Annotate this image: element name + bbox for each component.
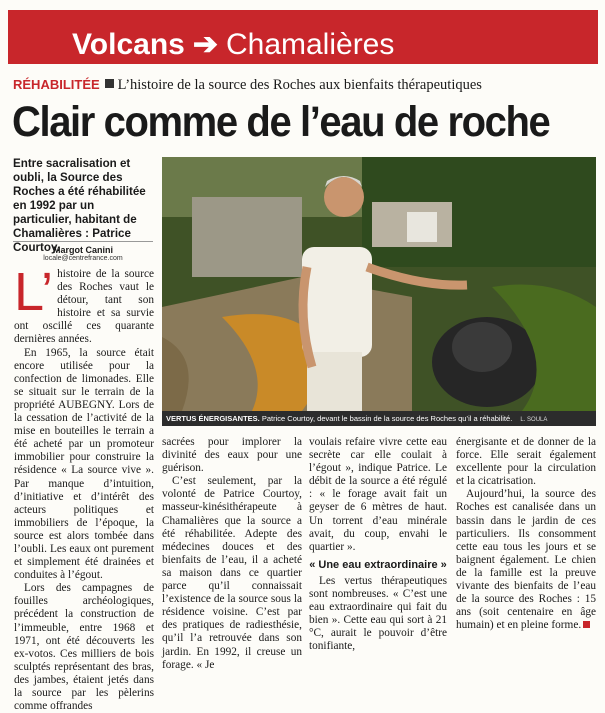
headline: Clair comme de l’eau de roche xyxy=(12,98,550,146)
paragraph-text: histoire de la source des Roches vaut le détour, tant son histoire et sa survie ont oscillé ces quarante dernières années. xyxy=(14,268,154,346)
byline xyxy=(13,241,153,262)
end-mark-icon xyxy=(583,621,590,628)
paragraph: voulais refaire vivre cette eau secrète car elle coulait à l’égout », indique Patrice. Le débit de la source a été régulé : « le forage avait fait un geyser de 6 mètres de haut. Un torrent d’eau minérale avait, du coup, envahi le quartier ». xyxy=(309,436,447,553)
photo-credit: L. SOULA xyxy=(520,417,548,423)
article-column-3 xyxy=(309,436,447,654)
paragraph: C’est seulement, par la volonté de Patrice Courtoy, masseur-kinésithérapeute à Chamalières que la source a été réhabilitée. Adepte des médecines douces et des bienfaits de l’eau, il a acheté sa maison dans ce quartier parce qu’il connaissait l’existence de la source sous la résidence voisine. C’est par des pratiques de radiesthésie, qu’il l’a retrouvée dans son jardin. En 1992, il creuse un forage. « Je xyxy=(162,475,302,671)
caption-text: Patrice Courtoy, devant le bassin de la source des Roches qu’il a réhabilité. xyxy=(261,414,513,423)
paragraph: énergisante et de donner de la force. Elle serait également excellente pour la circulation et la cicatrisation. xyxy=(456,436,596,488)
section-banner xyxy=(8,10,598,64)
paragraph: Lors des campagnes de fouilles archéologiques, précédent la construction de l’immeuble, entre 1968 et 1971, ont été découverts les ex-votos. Ces milliers de bois sculptés représentant des bras, des jambes, étaient jetés dans la source par les pèlerins comme offrandes xyxy=(14,582,154,713)
garden-photo xyxy=(162,157,596,411)
subheading: « Une eau extraordinaire » xyxy=(309,558,447,571)
kicker xyxy=(13,77,482,94)
photo-caption xyxy=(162,411,596,426)
section-name: Volcans xyxy=(72,28,185,61)
arrow-right-icon: ➔ xyxy=(192,28,218,61)
paragraph-text: Aujourd’hui, la source des Roches est canalisée dans un bassin dans le jardin de ces particuliers. Ils consomment cette eau tous les jours et se baignent également. Le chien de la famille est la preuve vivante des bienfaits de l’eau de la source des Roches : 15 ans (soit centenaire en âge humain) et en pleine forme. xyxy=(456,488,596,632)
paragraph: En 1965, la source était encore utilisée pour la confection de limonades. Elle se situait sur le terrain de la propriété AUBEGNY. Lors de la cessation de l’activité de la mise en bouteilles le terrain a été acheté par un promoteur immobilier pour construire la résidence « La source vive ». Par manque d’intuition, d’initiative et d’intérêt des acteurs politiques et immobiliers de l’époque, la source est alors tombée dans l’oubli. Les eaux ont purement et simplement été drainées et conduites à l’égout. xyxy=(14,346,154,582)
caption-title: VERTUS ÉNERGISANTES. xyxy=(166,414,260,423)
author-email: locale@centrefrance.com xyxy=(43,255,123,262)
paragraph: sacrées pour implorer la divinité des eaux pour une guérison. xyxy=(162,436,302,475)
section-title xyxy=(72,28,394,62)
paragraph xyxy=(14,262,154,347)
kicker-tag: RÉHABILITÉE xyxy=(13,77,100,92)
paragraph: Les vertus thérapeutiques sont nombreuses. « C’est une eau extraordinaire qui fait du bien ». Cette eau qui sort à 21 °C, aurait le pouvoir d’être tonifiante, xyxy=(309,574,447,653)
town-name: Chamalières xyxy=(225,28,395,61)
author-name: Margot Canini xyxy=(53,245,113,255)
article-column-4 xyxy=(456,436,596,632)
drop-cap: L’ xyxy=(14,262,54,322)
photo-patrice-courtoy xyxy=(162,157,596,411)
article-column-1 xyxy=(14,262,154,713)
article-column-2 xyxy=(162,436,302,672)
paragraph xyxy=(456,488,596,632)
lead-paragraph: Entre sacralisation et oubli, la Source des Roches a été réhabilitée en 1992 par un particulier, habitant de Chamalières : Patrice Courtoy. xyxy=(13,157,146,254)
kicker-text: L’histoire de la source des Roches aux bienfaits thérapeutiques xyxy=(117,77,482,93)
square-bullet-icon xyxy=(105,79,114,88)
